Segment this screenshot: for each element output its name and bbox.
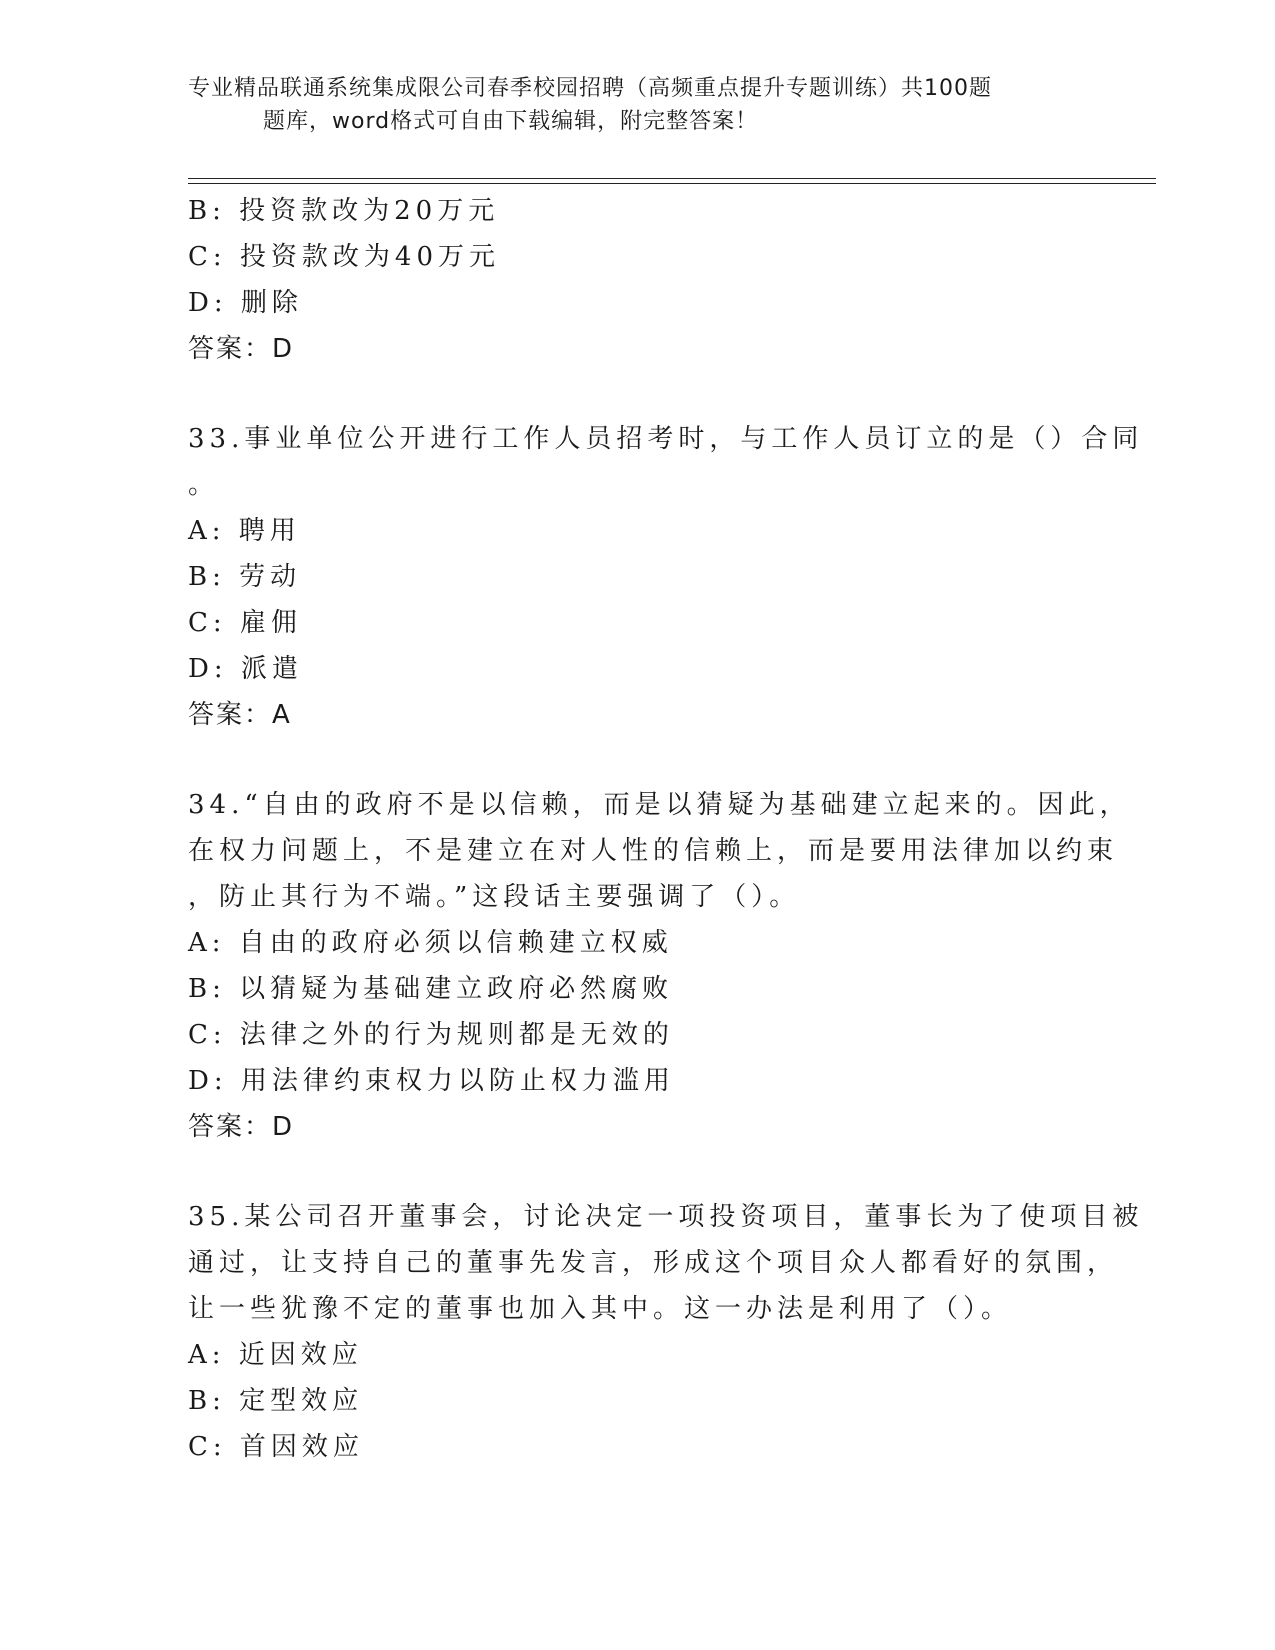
header-line-1: 专业精品联通系统集成限公司春季校园招聘（高频重点提升专题训练）共100题 bbox=[188, 76, 992, 101]
question-stem-line: 。 bbox=[188, 470, 220, 500]
answer-line: 答案：D bbox=[188, 334, 295, 364]
option-b: B: 以猜疑为基础建立政府必然腐败 bbox=[188, 974, 674, 1004]
spacer bbox=[188, 738, 1088, 782]
option-d: D: 删除 bbox=[188, 288, 303, 318]
question-stem-line: 33.事业单位公开进行工作人员招考时，与工作人员订立的是（）合同 bbox=[188, 424, 1144, 454]
question-stem-line: 让一些犹豫不定的董事也加入其中。这一办法是利用了（）。 bbox=[188, 1294, 1013, 1324]
option-b: B: 定型效应 bbox=[188, 1386, 364, 1416]
option-c: C: 雇佣 bbox=[188, 608, 302, 638]
question-stem-line: 34.“自由的政府不是以信赖，而是以猜疑为基础建立起来的。因此， bbox=[188, 790, 1131, 820]
header-rule-bottom bbox=[188, 183, 1156, 184]
option-c: C: 首因效应 bbox=[188, 1432, 364, 1462]
question-32-continued bbox=[188, 188, 1088, 372]
option-a: A: 近因效应 bbox=[188, 1340, 363, 1370]
answer-line: 答案：A bbox=[188, 700, 292, 730]
question-stem-line: 在权力问题上，不是建立在对人性的信赖上，而是要用法律加以约束 bbox=[188, 836, 1119, 866]
spacer bbox=[188, 372, 1088, 416]
question-stem-line: ，防止其行为不端。”这段话主要强调了（）。 bbox=[188, 882, 801, 912]
spacer bbox=[188, 1150, 1088, 1194]
header-line-2: 题库，word格式可自由下载编辑，附完整答案！ bbox=[263, 109, 759, 134]
question-33 bbox=[188, 416, 1144, 738]
document-body bbox=[188, 188, 1144, 1470]
option-d: D: 派遣 bbox=[188, 654, 303, 684]
option-d: D: 用法律约束权力以防止权力滥用 bbox=[188, 1066, 675, 1096]
option-a: A: 聘用 bbox=[188, 516, 301, 546]
option-c: C: 投资款改为40万元 bbox=[188, 242, 501, 272]
answer-line: 答案：D bbox=[188, 1112, 295, 1142]
option-c: C: 法律之外的行为规则都是无效的 bbox=[188, 1020, 674, 1050]
question-stem-line: 通过，让支持自己的董事先发言，形成这个项目众人都看好的氛围， bbox=[188, 1248, 1119, 1278]
question-35 bbox=[188, 1194, 1144, 1470]
question-stem-line: 35.某公司召开董事会，讨论决定一项投资项目，董事长为了使项目被 bbox=[188, 1202, 1144, 1232]
option-a: A: 自由的政府必须以信赖建立权威 bbox=[188, 928, 673, 958]
page-header bbox=[188, 72, 1068, 138]
option-b: B: 劳动 bbox=[188, 562, 302, 592]
question-34 bbox=[188, 782, 1131, 1150]
header-rule-top bbox=[188, 178, 1156, 179]
option-b: B: 投资款改为20万元 bbox=[188, 196, 500, 226]
